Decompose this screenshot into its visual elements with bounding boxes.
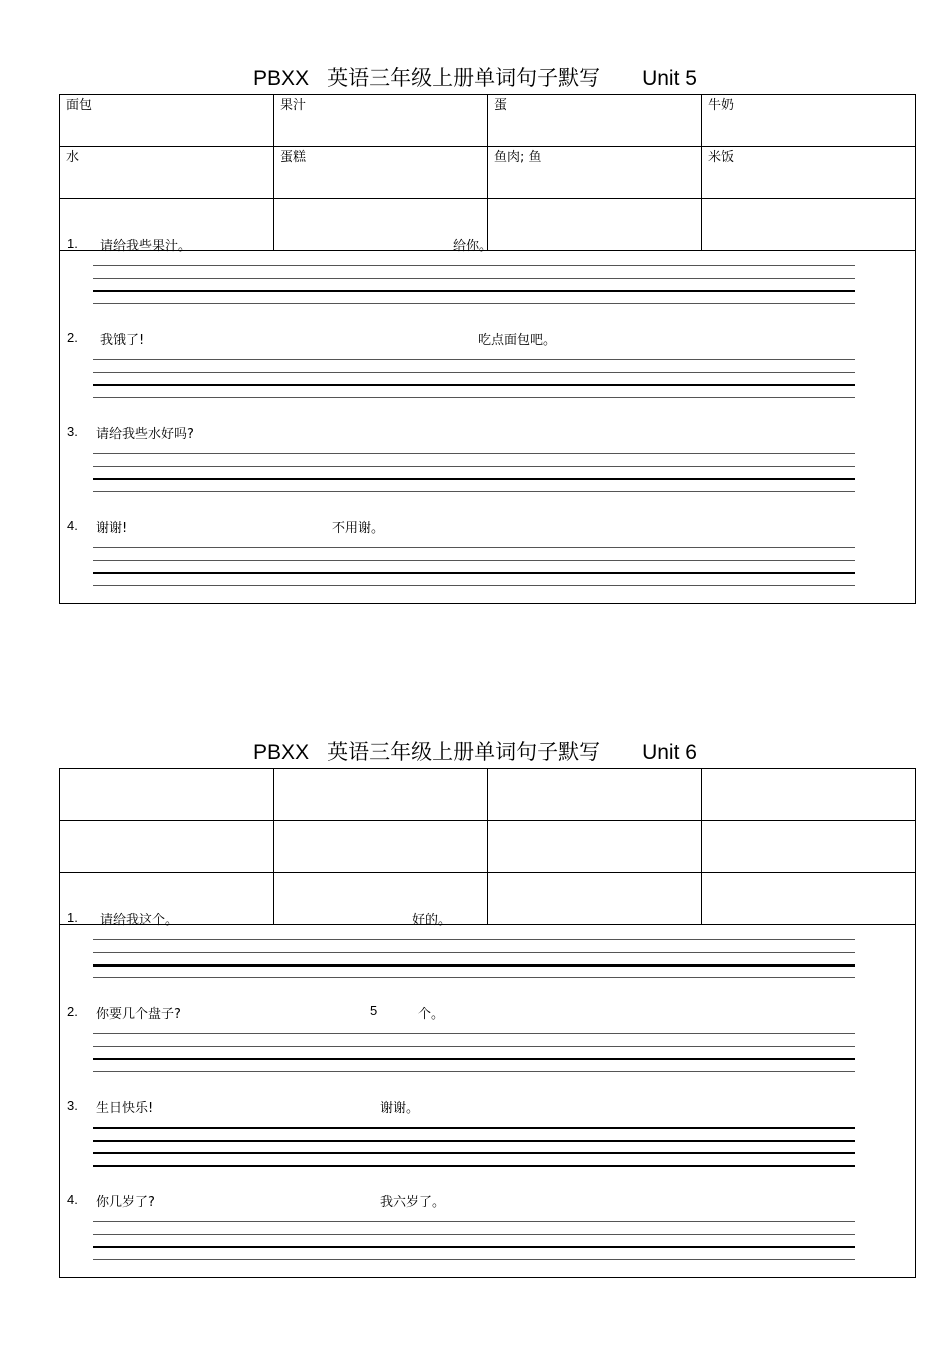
sentence-number: 1. — [67, 236, 78, 251]
writing-lines[interactable] — [93, 359, 855, 403]
vocab-cell[interactable] — [60, 821, 274, 873]
sentence-response: 个。 — [418, 1007, 445, 1022]
unit6-sentence-section — [59, 907, 916, 1278]
unit6-title-prefix: PBXX — [253, 741, 310, 764]
sentence-prompt: 请给我这个。 — [100, 913, 179, 928]
sentence-response: 不用谢。 — [332, 521, 385, 536]
writing-lines[interactable] — [93, 453, 855, 497]
sentence-prompt: 我饿了! — [100, 333, 145, 348]
vocab-cell[interactable]: 牛奶 — [702, 95, 916, 147]
unit5-title-unit: Unit 5 — [642, 67, 697, 90]
sentence-prompt: 请给我些果汁。 — [100, 239, 192, 254]
vocab-row — [60, 769, 916, 821]
vocab-cell[interactable] — [274, 821, 488, 873]
sentence-row — [60, 233, 915, 323]
unit5-sentence-section — [59, 233, 916, 604]
sentence-response: 好的。 — [412, 913, 452, 928]
vocab-cell[interactable]: 面包 — [60, 95, 274, 147]
unit5-title-main: 英语三年级上册单词句子默写 — [327, 67, 601, 90]
sentence-number: 1. — [67, 910, 78, 925]
sentence-row — [60, 1095, 915, 1185]
sentence-row — [60, 515, 915, 605]
sentence-row — [60, 421, 915, 511]
vocab-cell[interactable]: 蛋 — [488, 95, 702, 147]
unit6-title-unit: Unit 6 — [642, 741, 697, 764]
vocab-cell[interactable] — [60, 769, 274, 821]
sentence-row — [60, 1189, 915, 1279]
vocab-cell[interactable] — [488, 769, 702, 821]
sentence-prompt: 生日快乐! — [96, 1101, 154, 1116]
sentence-number: 4. — [67, 1192, 78, 1207]
unit6-title — [0, 740, 950, 766]
sentence-row — [60, 327, 915, 417]
vocab-row — [60, 821, 916, 873]
sentence-number: 2. — [67, 1004, 78, 1019]
sentence-prompt: 谢谢! — [96, 521, 128, 536]
writing-lines[interactable] — [93, 547, 855, 591]
writing-lines[interactable] — [93, 265, 855, 309]
vocab-cell[interactable]: 果汁 — [274, 95, 488, 147]
writing-lines[interactable] — [93, 1221, 855, 1265]
vocab-cell[interactable]: 水 — [60, 147, 274, 199]
sentence-response: 给你。 — [453, 239, 493, 254]
sentence-number: 3. — [67, 424, 78, 439]
sentence-prompt: 你要几个盘子? — [96, 1007, 181, 1022]
vocab-cell[interactable]: 蛋糕 — [274, 147, 488, 199]
vocab-row — [60, 147, 916, 199]
unit6-vocab-table — [59, 768, 916, 925]
sentence-row — [60, 1001, 915, 1091]
sentence-number: 3. — [67, 1098, 78, 1113]
vocab-cell[interactable]: 米饭 — [702, 147, 916, 199]
vocab-cell[interactable] — [702, 821, 916, 873]
vocab-row — [60, 95, 916, 147]
sentence-number: 2. — [67, 330, 78, 345]
writing-lines[interactable] — [93, 1127, 855, 1171]
sentence-response: 我六岁了。 — [380, 1195, 446, 1210]
vocab-cell[interactable]: 鱼肉; 鱼 — [488, 147, 702, 199]
sentence-response: 吃点面包吧。 — [478, 333, 557, 348]
vocab-cell[interactable] — [488, 821, 702, 873]
unit5-title — [0, 66, 950, 92]
unit6-title-main: 英语三年级上册单词句子默写 — [327, 741, 601, 764]
sentence-prompt: 请给我些水好吗? — [96, 427, 194, 442]
vocab-cell[interactable] — [274, 769, 488, 821]
unit5-title-prefix: PBXX — [253, 67, 310, 90]
sentence-number: 4. — [67, 518, 78, 533]
sentence-prompt: 你几岁了? — [96, 1195, 155, 1210]
writing-lines[interactable] — [93, 1033, 855, 1077]
vocab-cell[interactable] — [702, 769, 916, 821]
writing-lines[interactable] — [93, 939, 855, 983]
sentence-response: 谢谢。 — [380, 1101, 420, 1116]
unit5-vocab-table — [59, 94, 916, 251]
sentence-response-count: 5 — [370, 1003, 378, 1018]
sentence-row — [60, 907, 915, 997]
